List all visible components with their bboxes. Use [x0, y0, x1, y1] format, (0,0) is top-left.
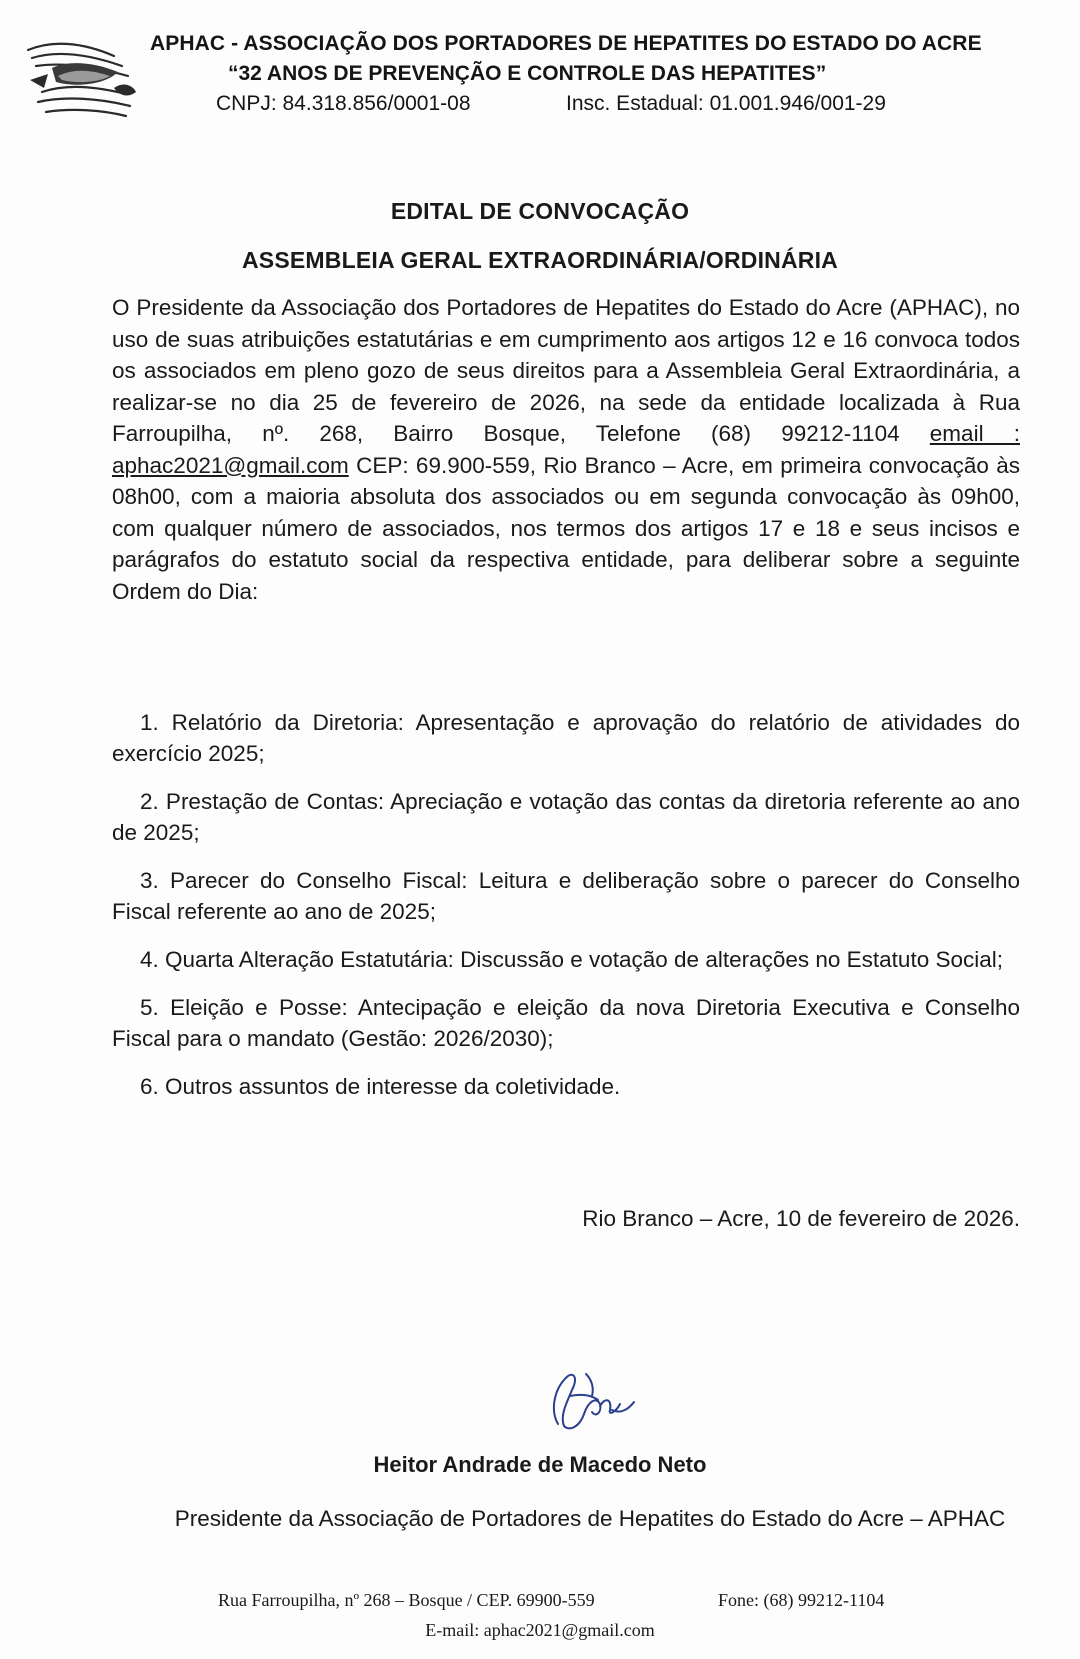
organization-name: APHAC - ASSOCIAÇÃO DOS PORTADORES DE HEPATITES DO ESTADO DO ACRE	[150, 32, 982, 55]
cnpj-number: CNPJ: 84.318.856/0001-08	[216, 92, 471, 115]
email-link[interactable]: aphac2021@gmail.com	[112, 452, 349, 478]
paragraph-text-1: O Presidente da Associação dos Portadores de Hepatites do Estado do Acre (APHAC), no uso de suas atribuições estatutárias e em cumprimento aos artigos 12 e 16 convoca todos os associados em pleno gozo de seus direitos para a Assembleia Geral Extraordinária, a realizar-se no dia 25 de fevereiro de 2026, na sede da entidade localizada à Rua Farroupilha, nº. 268, Bairro Bosque, Telefone (68) 99212-1104	[112, 295, 1020, 446]
agenda-item: 3. Parecer do Conselho Fiscal: Leitura e deliberação sobre o parecer do Conselho Fiscal referente ao ano de 2025;	[112, 868, 1020, 924]
handwritten-signature	[540, 1366, 640, 1436]
place-and-date: Rio Branco – Acre, 10 de fevereiro de 2026.	[582, 1206, 1020, 1231]
footer-email[interactable]: E-mail: aphac2021@gmail.com	[425, 1620, 655, 1640]
convocation-paragraph	[112, 292, 1020, 607]
document-subtitle: ASSEMBLEIA GERAL EXTRAORDINÁRIA/ORDINÁRIA	[241, 247, 838, 273]
email-label: email	[929, 421, 984, 446]
hands-logo-icon	[22, 32, 142, 122]
signer-role: Presidente da Associação de Portadores de Hepatites do Estado do Acre – APHAC	[174, 1506, 1006, 1531]
agenda-item: 1. Relatório da Diretoria: Apresentação e aprovação do relatório de atividades do exercício 2025;	[112, 710, 1020, 766]
agenda-item: 6. Outros assuntos de interesse da coletividade.	[140, 1074, 621, 1099]
footer-address: Rua Farroupilha, nº 268 – Bosque / CEP. 69900-559	[218, 1590, 595, 1610]
paragraph-text-2: CEP: 69.900-559, Rio Branco – Acre, em primeira convocação às 08h00, com a maioria absoluta dos associados ou em segunda convocação às 09h00, com qualquer número de associados, nos termos dos artigos 17 e 18 e seus incisos e parágrafos do estatuto social da respectiva entidade, para deliberar sobre a seguinte Ordem do Dia:	[112, 452, 1020, 604]
letterhead	[0, 20, 1080, 120]
signer-name: Heitor Andrade de Macedo Neto	[373, 1452, 707, 1477]
agenda-item: 5. Eleição e Posse: Antecipação e eleição da nova Diretoria Executiva e Conselho Fiscal para o mandato (Gestão: 2026/2030);	[112, 995, 1020, 1051]
state-registration: Insc. Estadual: 01.001.946/001-29	[566, 92, 886, 115]
agenda-item: 2. Prestação de Contas: Apreciação e votação das contas da diretoria referente ao ano de 2025;	[112, 789, 1020, 845]
agenda-list	[112, 707, 1020, 1119]
agenda-item: 4. Quarta Alteração Estatutária: Discussão e votação de alterações no Estatuto Social;	[140, 947, 1003, 972]
organization-motto: “32 ANOS DE PREVENÇÃO E CONTROLE DAS HEPATITES”	[228, 62, 827, 85]
email-separator: :	[983, 421, 1020, 446]
footer-phone: Fone: (68) 99212-1104	[718, 1590, 885, 1610]
document-title: EDITAL DE CONVOCAÇÃO	[390, 198, 690, 224]
